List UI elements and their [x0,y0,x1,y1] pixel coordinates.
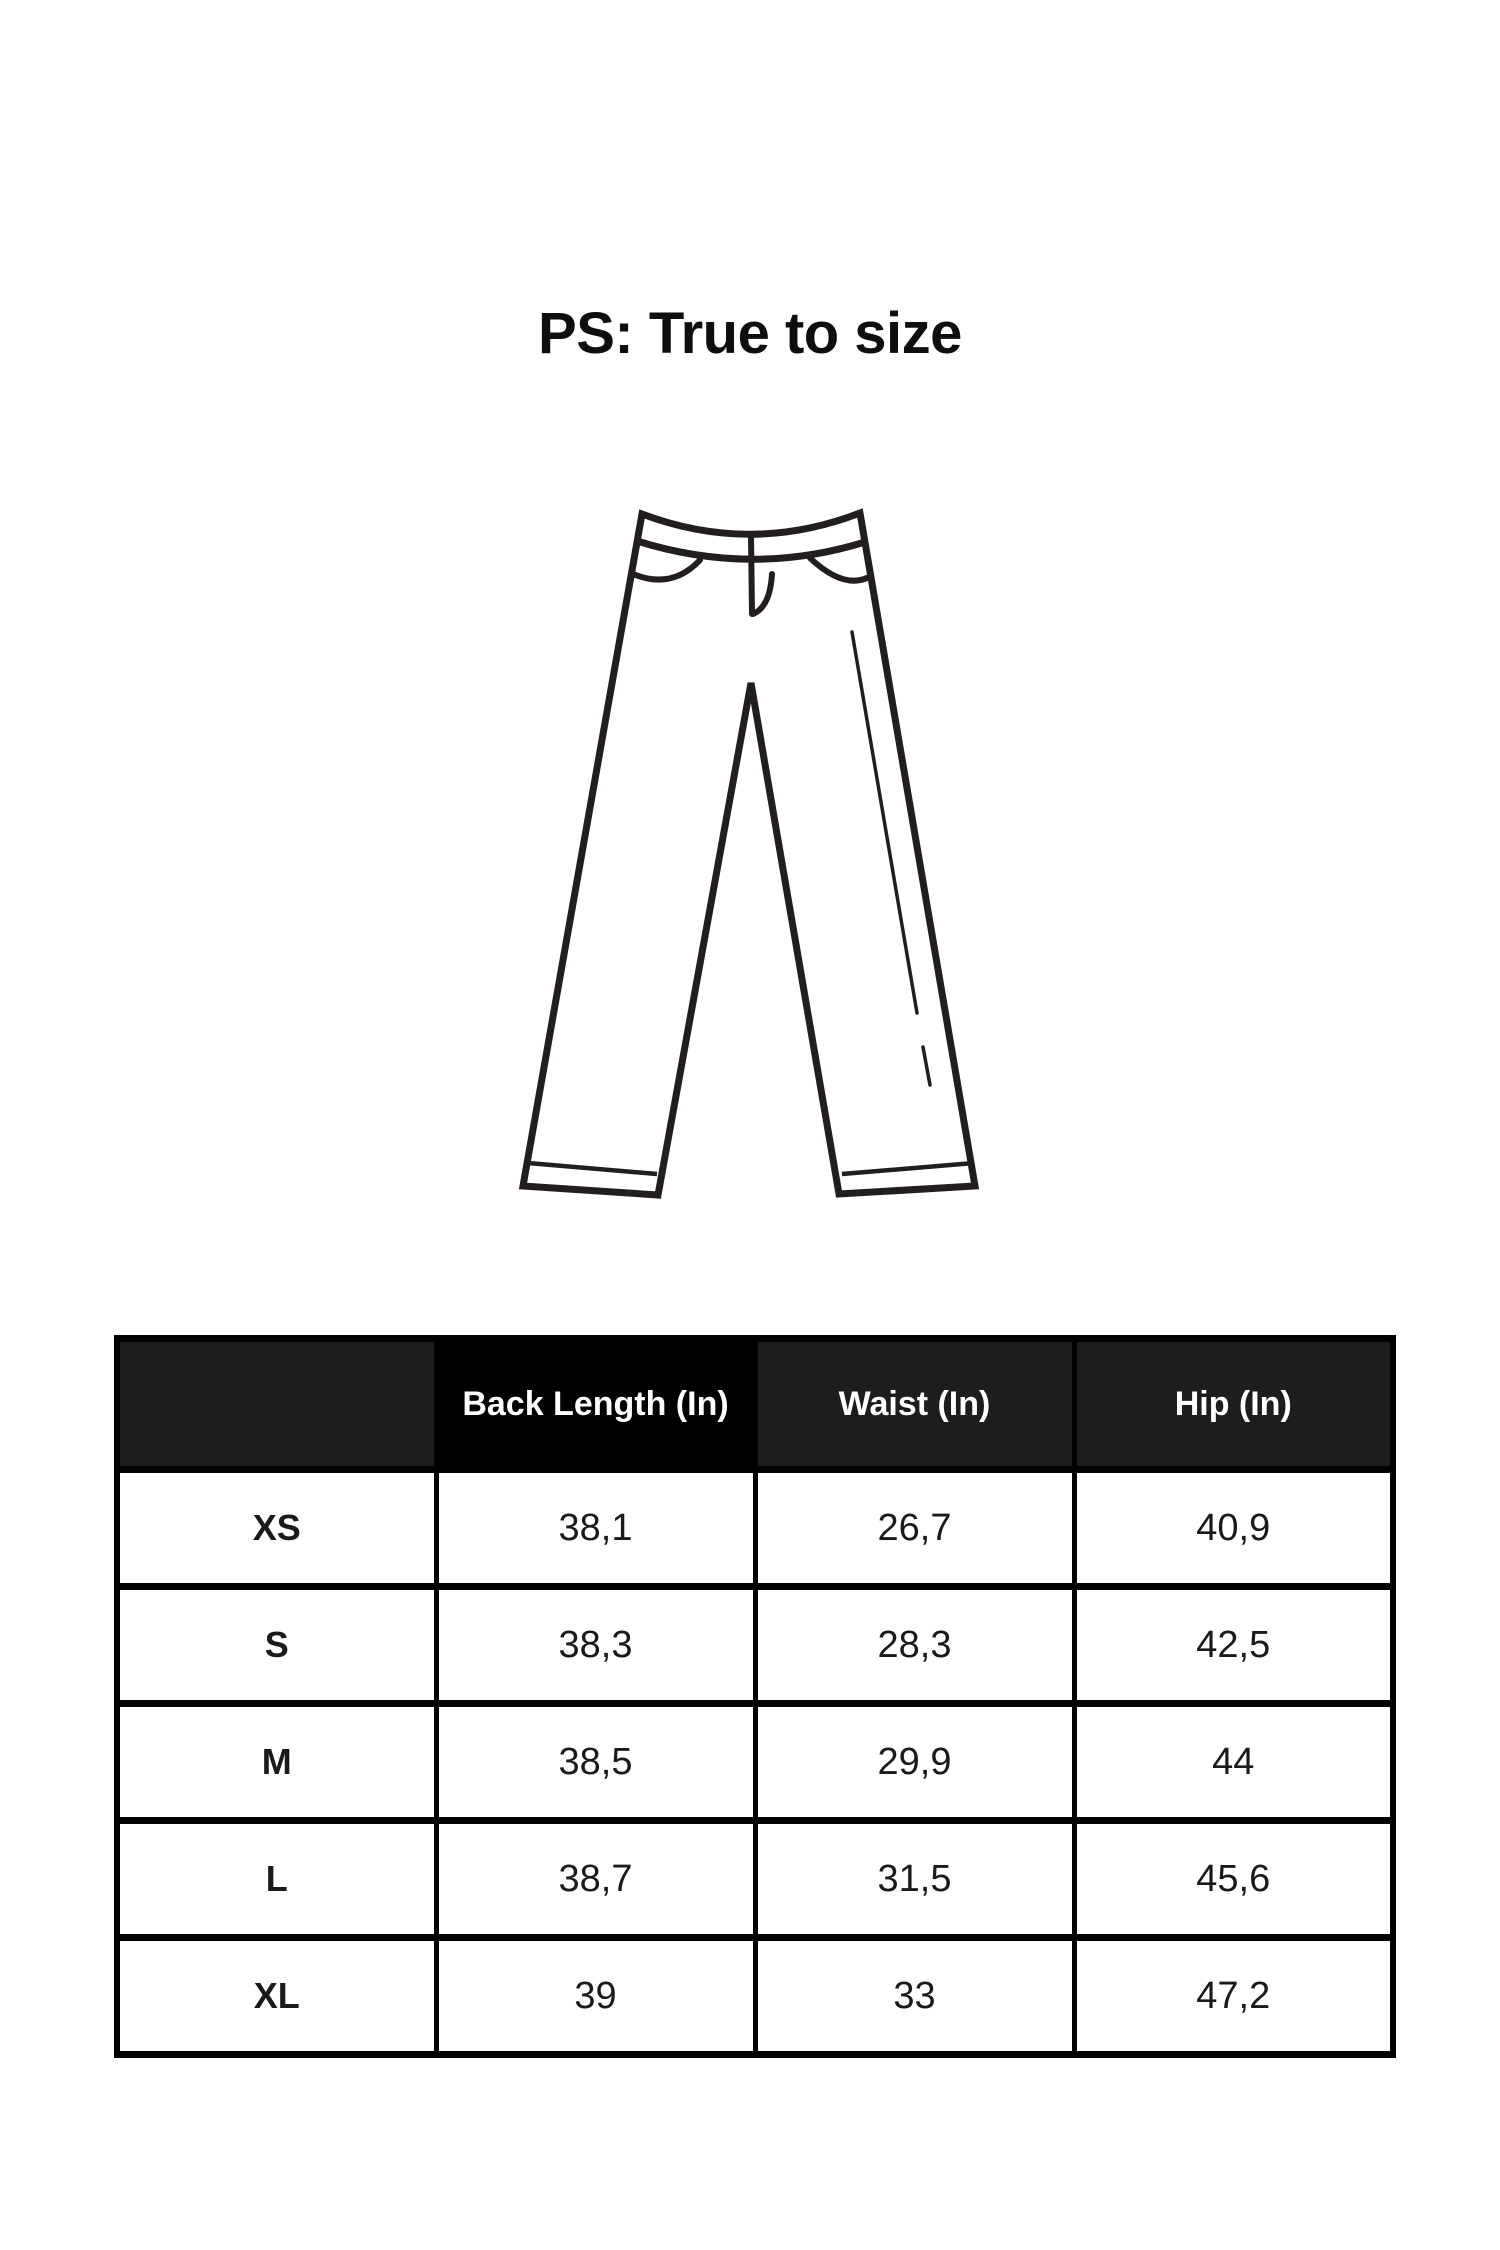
size-label: XL [117,1938,436,2055]
page-title: PS: True to size [538,301,962,366]
pants-line-drawing-icon [480,470,1020,1250]
measurement-value: 28,3 [755,1587,1074,1704]
pants-outline [523,513,975,1195]
size-label: L [117,1821,436,1938]
left-cuff-line [528,1163,657,1174]
size-row-xl [117,1938,1393,2055]
size-row-s [117,1587,1393,1704]
measurement-value: 38,1 [436,1470,755,1587]
measurement-value: 47,2 [1074,1938,1393,2055]
measurement-value: 42,5 [1074,1587,1393,1704]
measurement-value: 40,9 [1074,1470,1393,1587]
fly-line [753,574,772,614]
corner-cell [117,1339,436,1470]
measurement-value: 31,5 [755,1821,1074,1938]
measurement-value: 38,7 [436,1821,755,1938]
measurement-value: 38,3 [436,1587,755,1704]
size-label: XS [117,1470,436,1587]
measurement-value: 26,7 [755,1470,1074,1587]
center-seam-line [751,535,752,614]
left-pocket-line [633,560,700,580]
size-row-m [117,1704,1393,1821]
header-waist: Waist (In) [755,1339,1074,1470]
size-chart-table [114,1335,1396,2058]
pants-illustration [480,470,1020,1250]
measurement-value: 29,9 [755,1704,1074,1821]
size-row-xs [117,1470,1393,1587]
measurement-value: 33 [755,1938,1074,2055]
right-cuff-line [842,1163,974,1174]
measurement-value: 44 [1074,1704,1393,1821]
measurement-value: 38,5 [436,1704,755,1821]
size-label: M [117,1704,436,1821]
header-row [117,1339,1393,1470]
right-pocket-line [810,558,871,581]
header-back-length: Back Length (In) [436,1339,755,1470]
side-seam-dash [923,1047,930,1085]
measurement-value: 39 [436,1938,755,2055]
measurement-value: 45,6 [1074,1821,1393,1938]
header-hip: Hip (In) [1074,1339,1393,1470]
size-row-l [117,1821,1393,1938]
side-seam-line [852,632,917,1013]
size-label: S [117,1587,436,1704]
